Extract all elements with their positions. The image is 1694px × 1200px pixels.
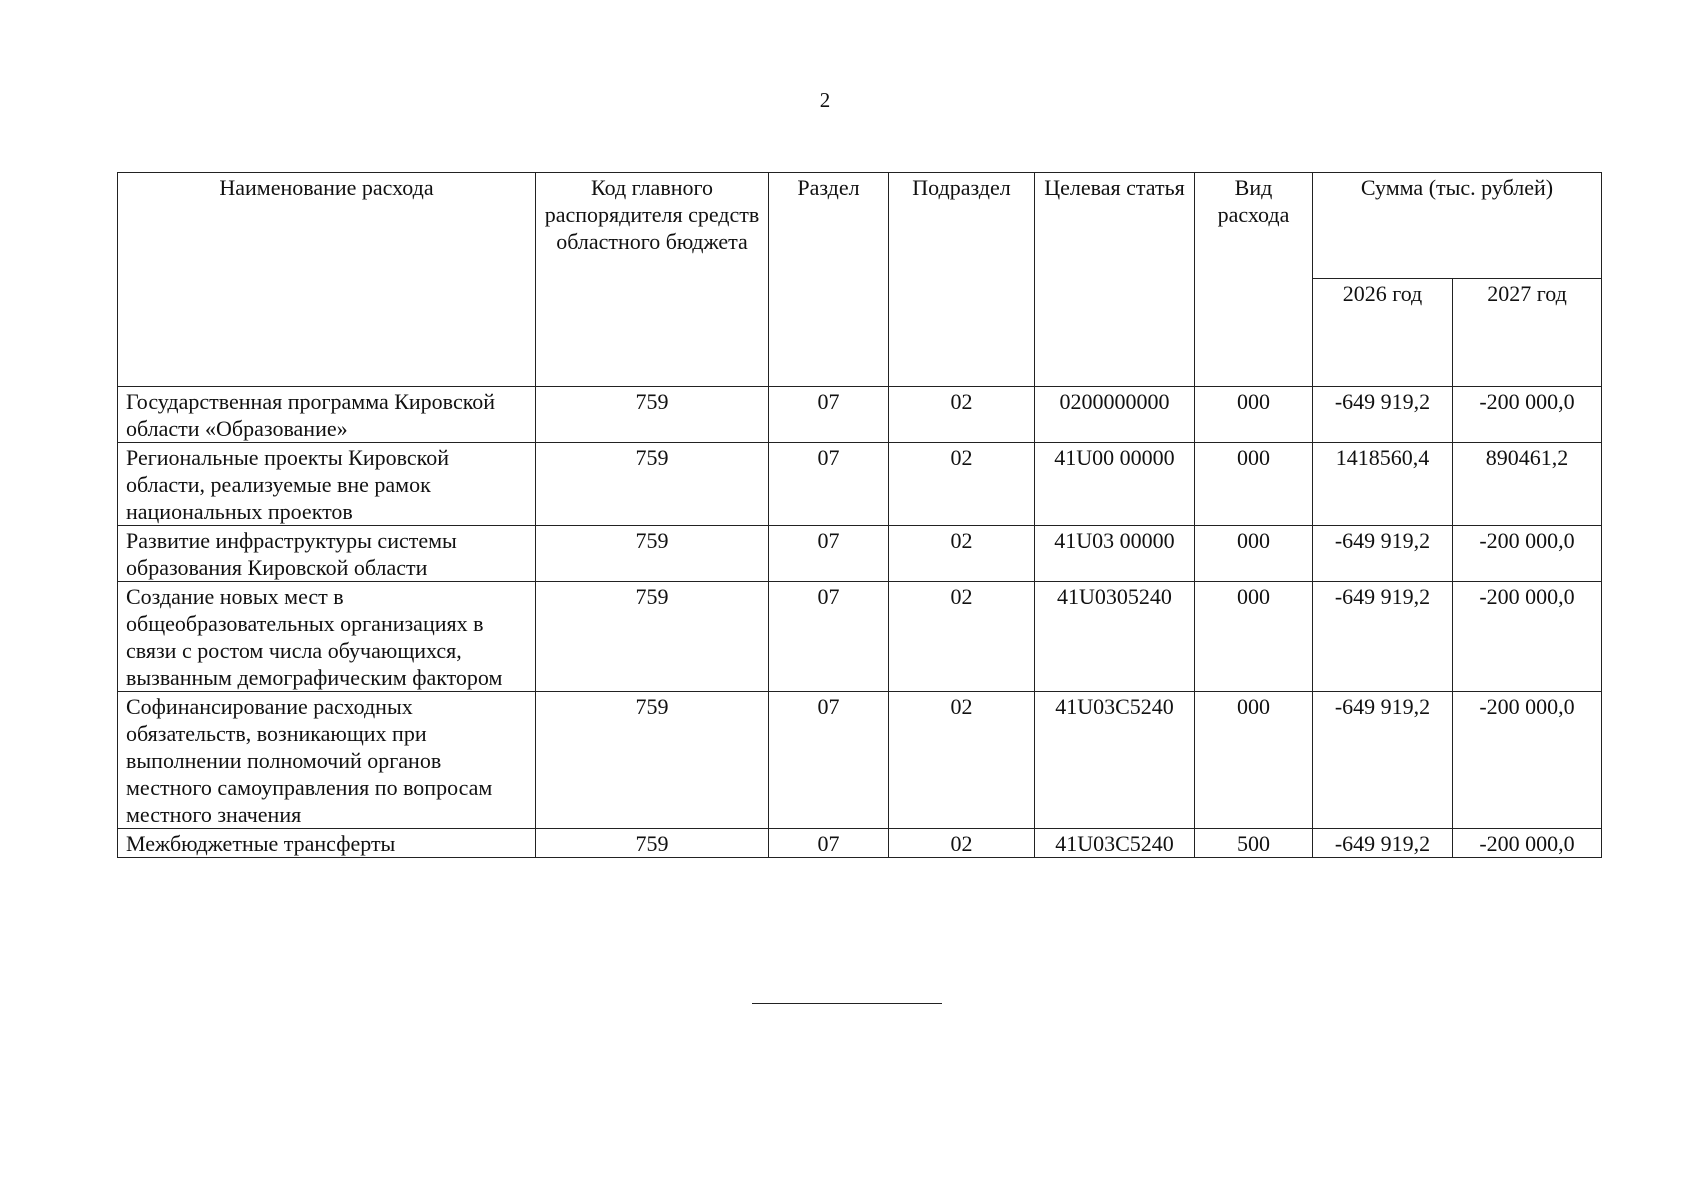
cell-kind: 000 (1195, 582, 1313, 692)
cell-code: 759 (536, 443, 769, 526)
table-row (118, 443, 1602, 526)
cell-2027: -200 000,0 (1453, 582, 1602, 692)
cell-2026: 1418560,4 (1313, 443, 1453, 526)
cell-2026: -649 919,2 (1313, 582, 1453, 692)
cell-target: 0200000000 (1035, 387, 1195, 443)
cell-2027: 890461,2 (1453, 443, 1602, 526)
header-sum: Сумма (тыс. рублей) (1313, 173, 1602, 279)
cell-target: 41U0305240 (1035, 582, 1195, 692)
header-year-2027: 2027 год (1453, 279, 1602, 387)
cell-subsection: 02 (889, 526, 1035, 582)
page-number: 2 (819, 88, 831, 112)
cell-name: Развитие инфраструктуры системы образования Кировской области (118, 526, 536, 582)
cell-subsection: 02 (889, 443, 1035, 526)
cell-code: 759 (536, 692, 769, 829)
cell-target: 41U03 00000 (1035, 526, 1195, 582)
cell-name: Межбюджетные трансферты (118, 829, 536, 858)
cell-target: 41U03C5240 (1035, 829, 1195, 858)
header-subsection: Подраздел (889, 173, 1035, 387)
header-target: Целевая статья (1035, 173, 1195, 387)
cell-subsection: 02 (889, 582, 1035, 692)
cell-section: 07 (769, 387, 889, 443)
cell-name: Создание новых мест в общеобразовательных организациях в связи с ростом числа обучающихся, вызванным демографическим фактором (118, 582, 536, 692)
table-header-row (118, 173, 1602, 279)
cell-target: 41U00 00000 (1035, 443, 1195, 526)
cell-2027: -200 000,0 (1453, 526, 1602, 582)
cell-2027: -200 000,0 (1453, 692, 1602, 829)
table-row (118, 387, 1602, 443)
header-kind: Вид расхода (1195, 173, 1313, 387)
cell-name: Софинансирование расходных обязательств, возникающих при выполнении полномочий органов местного самоуправления по вопросам местного значения (118, 692, 536, 829)
cell-section: 07 (769, 443, 889, 526)
cell-2026: -649 919,2 (1313, 526, 1453, 582)
expense-table (117, 172, 1602, 858)
table-body (118, 387, 1602, 858)
cell-2027: -200 000,0 (1453, 829, 1602, 858)
header-year-2026: 2026 год (1313, 279, 1453, 387)
cell-section: 07 (769, 829, 889, 858)
cell-2027: -200 000,0 (1453, 387, 1602, 443)
header-code: Код главного распорядителя средств областного бюджета (536, 173, 769, 387)
cell-code: 759 (536, 387, 769, 443)
table-row (118, 692, 1602, 829)
cell-2026: -649 919,2 (1313, 387, 1453, 443)
cell-kind: 500 (1195, 829, 1313, 858)
footer-separator-line (752, 1003, 942, 1004)
cell-name: Региональные проекты Кировской области, реализуемые вне рамок национальных проектов (118, 443, 536, 526)
cell-subsection: 02 (889, 387, 1035, 443)
cell-subsection: 02 (889, 692, 1035, 829)
table-row (118, 526, 1602, 582)
header-section: Раздел (769, 173, 889, 387)
cell-kind: 000 (1195, 526, 1313, 582)
table-row (118, 829, 1602, 858)
cell-code: 759 (536, 829, 769, 858)
cell-target: 41U03C5240 (1035, 692, 1195, 829)
cell-2026: -649 919,2 (1313, 692, 1453, 829)
cell-subsection: 02 (889, 829, 1035, 858)
cell-section: 07 (769, 526, 889, 582)
cell-code: 759 (536, 526, 769, 582)
cell-kind: 000 (1195, 443, 1313, 526)
cell-section: 07 (769, 582, 889, 692)
cell-name: Государственная программа Кировской области «Образование» (118, 387, 536, 443)
table-row (118, 582, 1602, 692)
cell-kind: 000 (1195, 692, 1313, 829)
cell-section: 07 (769, 692, 889, 829)
cell-2026: -649 919,2 (1313, 829, 1453, 858)
cell-kind: 000 (1195, 387, 1313, 443)
cell-code: 759 (536, 582, 769, 692)
header-name: Наименование расхода (118, 173, 536, 387)
